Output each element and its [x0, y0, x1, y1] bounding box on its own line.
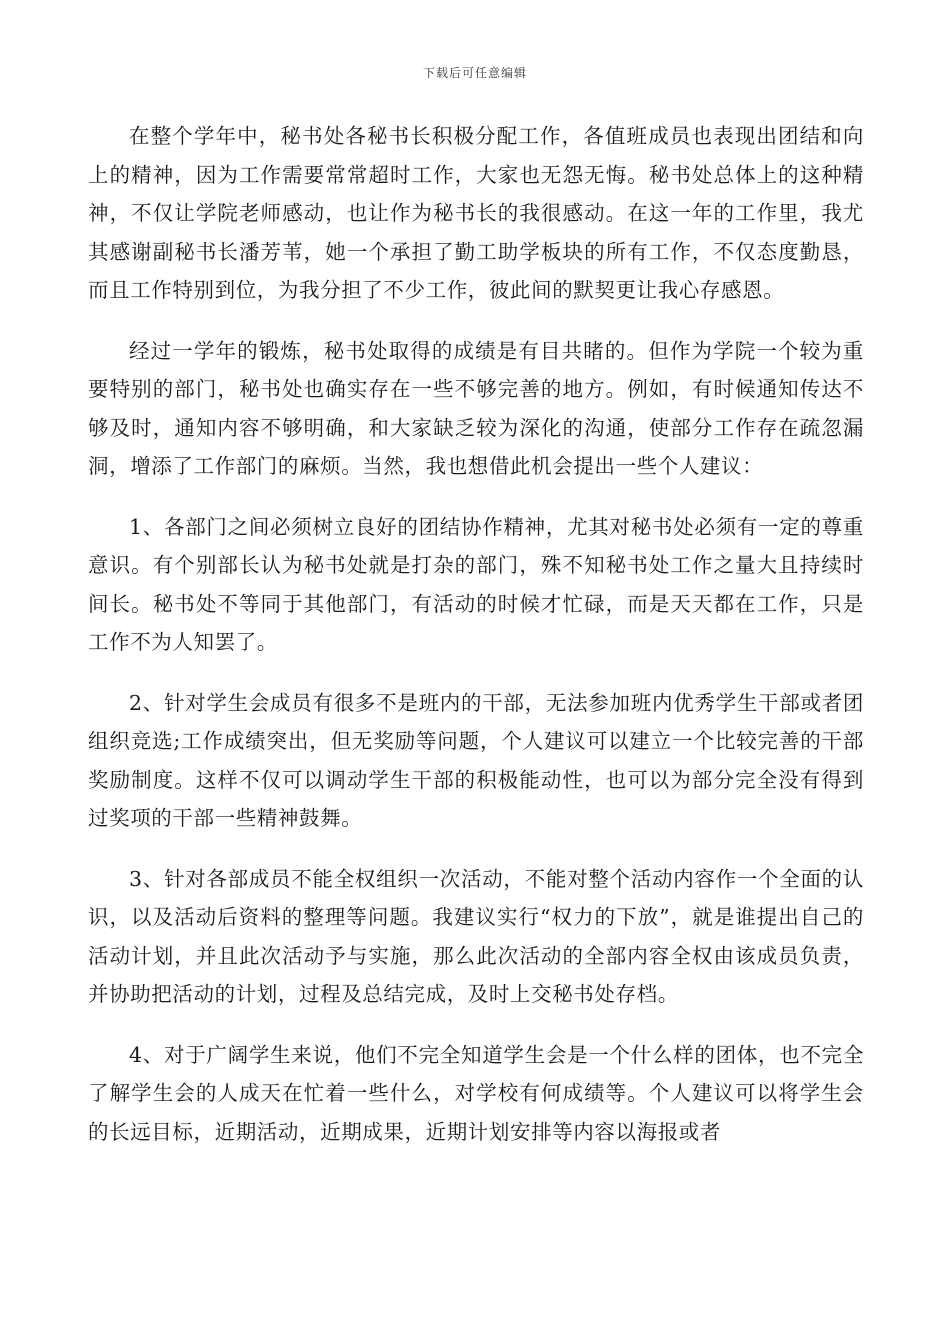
paragraph-work-summary: 在整个学年中，秘书处各秘书长积极分配工作，各值班成员也表现出团结和向上的精神，因为工作需要常常超时工作，大家也无怨无悔。秘书处总体上的这种精神，不仅让学院老师感动，也让作为秘书长的我很感动。在这一年的工作里，我尤其感谢副秘书长潘芳苇，她一个承担了勤工助学板块的所有工作，不仅态度勤恳，而且工作特别到位，为我分担了不少工作，彼此间的默契更让我心存感恩。: [88, 124, 864, 302]
document-body: [88, 117, 864, 1173]
page-header: 下载后可任意编辑: [422, 66, 527, 80]
paragraph-suggestion-2: 2、针对学生会成员有很多不是班内的干部，无法参加班内优秀学生干部或者团组织竞选;工作成绩突出，但无奖励等问题，个人建议可以建立一个比较完善的干部奖励制度。这样不仅可以调动学生干部的积极能动性，也可以为部分完全没有得到过奖项的干部一些精神鼓舞。: [88, 690, 864, 830]
paragraph-suggestion-1: 1、各部门之间必须树立良好的团结协作精神，尤其对秘书处必须有一定的尊重意识。有个别部长认为秘书处就是打杂的部门，殊不知秘书处工作之量大且持续时间长。秘书处不等同于其他部门，有活动的时候才忙碌，而是天天都在工作，只是工作不为人知罢了。: [88, 514, 864, 654]
paragraph-suggestion-3: 3、针对各部成员不能全权组织一次活动，不能对整个活动内容作一个全面的认识，以及活动后资料的整理等问题。我建议实行“权力的下放”，就是谁提出自己的活动计划，并且此次活动予与实施，那么此次活动的全部内容全权由该成员负责，并协助把活动的计划，过程及总结完成，及时上交秘书处存档。: [88, 866, 864, 1006]
paragraph-shortcomings: 经过一学年的锻炼，秘书处取得的成绩是有目共睹的。但作为学院一个较为重要特别的部门，秘书处也确实存在一些不够完善的地方。例如，有时候通知传达不够及时，通知内容不够明确，和大家缺乏较为深化的沟通，使部分工作存在疏忽漏洞，增添了工作部门的麻烦。当然，我也想借此机会提出一些个人建议：: [88, 338, 864, 478]
paragraph-suggestion-4: 4、对于广阔学生来说，他们不完全知道学生会是一个什么样的团体，也不完全了解学生会的人成天在忙着一些什么，对学校有何成绩等。个人建议可以将学生会的长远目标，近期活动，近期成果，近期计划安排等内容以海报或者: [88, 1042, 864, 1144]
